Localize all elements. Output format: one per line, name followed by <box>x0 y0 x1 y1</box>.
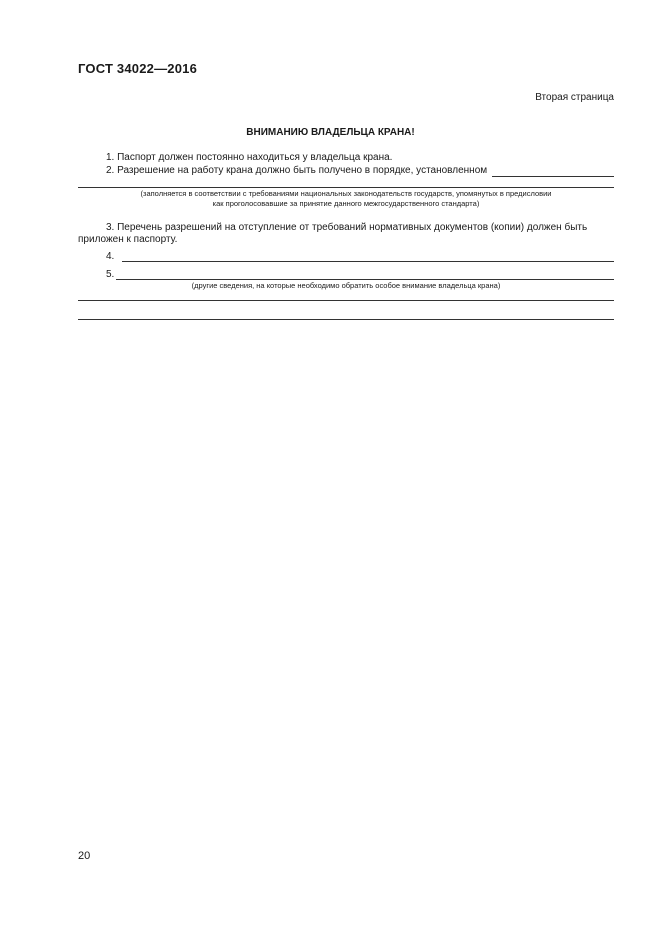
extra-fill-line-1 <box>78 300 614 301</box>
page-number: 20 <box>78 850 91 862</box>
item-2: 2. Разрешение на работу крана должно быть получено в порядке, установленном <box>106 165 488 176</box>
item-3: 3. Перечень разрешений на отступление от требований нормативных документов (копии) должен быть приложен к паспорту. <box>78 222 588 245</box>
item-5-fill-line <box>116 279 614 280</box>
page-label: Вторая страница <box>535 92 614 103</box>
item-2-note-line2: как проголосовавшие за принятие данного межгосударственного стандарта) <box>212 199 480 208</box>
item-4-number: 4. <box>106 251 115 262</box>
item-5-number: 5. <box>106 269 115 280</box>
item-1: 1. Паспорт должен постоянно находиться у владельца крана. <box>106 152 393 163</box>
notice-title: ВНИМАНИЮ ВЛАДЕЛЬЦА КРАНА! <box>246 127 415 138</box>
standard-code: ГОСТ 34022—2016 <box>78 61 197 76</box>
item-2-fill-line-full <box>78 187 614 188</box>
item-2-fill-line <box>492 176 614 177</box>
extra-fill-line-2 <box>78 319 614 320</box>
item-5-note: (другие сведения, на которые необходимо обратить особое внимание владельца крана) <box>191 281 501 290</box>
item-4-fill-line <box>122 261 614 262</box>
item-2-note-line1: (заполняется в соответствии с требованиями национальных законодательств государств, упомянутых в предисловии <box>140 189 552 198</box>
